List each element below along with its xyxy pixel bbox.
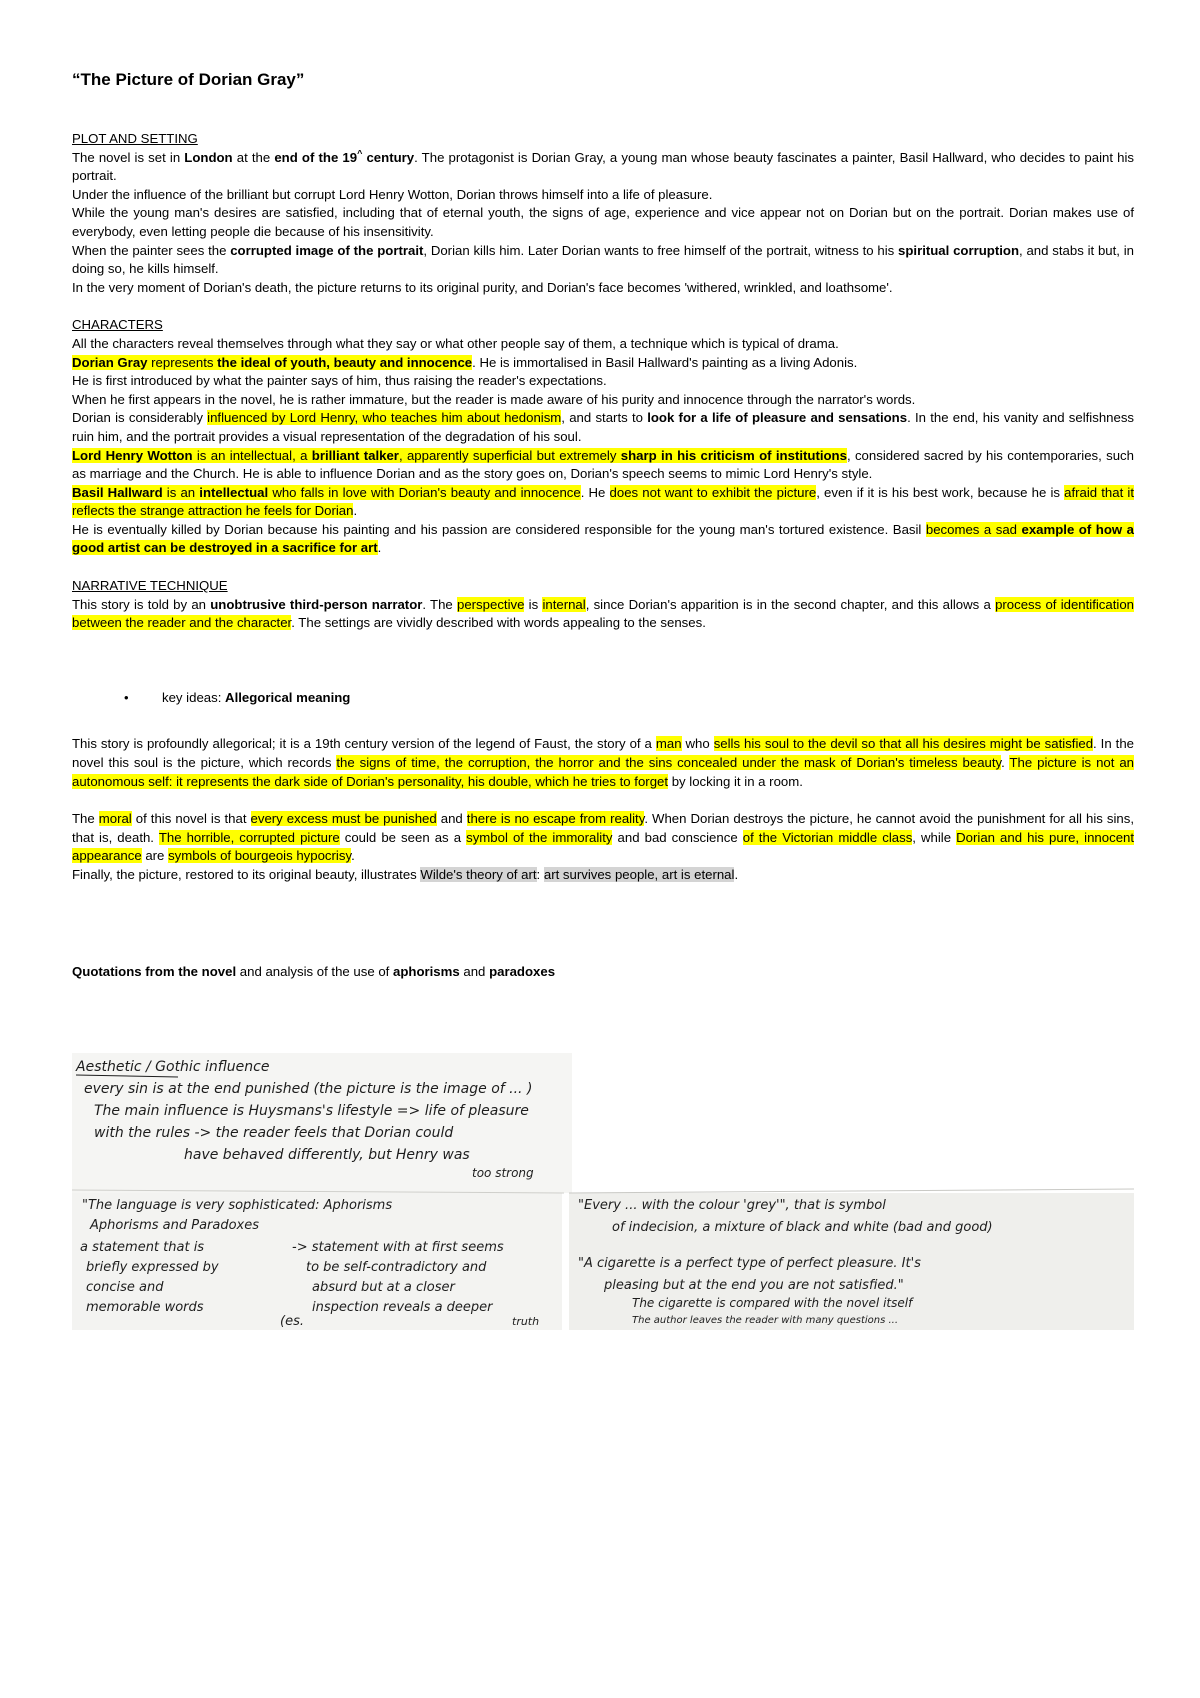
narrative-paragraph: This story is told by an unobtrusive third-person narrator. The perspective is internal, since Dorian's apparition is in the second chapter, and this allows a process of identification between the reader and the character. The settings are vividly described with words appealing to the senses. [72,596,1134,631]
bullet-icon: • [124,689,129,705]
characters-paragraph-3: He is first introduced by what the painter says of him, thus raising the reader's expectations. [72,373,607,389]
document-title: “The Picture of Dorian Gray” [72,70,305,89]
plot-paragraph-3: While the young man's desires are satisfied, including that of eternal youth, the signs of age, experience and vice appear not on Dorian but on the portrait. Dorian makes use of everybody, even letting people die because of his insensitivity. [72,205,1134,239]
note-line-b9: absurd but at a closer [312,1280,455,1295]
note-line-r2: of indecision, a mixture of black and white (bad and good) [612,1220,993,1235]
characters-paragraph-8: He is eventually killed by Dorian because his painting and his passion are considered responsible for the young man's tortured existence. Basil becomes a sad example of how a good artist can be destroyed in a sacrifice for art. [72,521,1134,556]
plot-paragraph-1: The novel is set in London at the end of the 19^ century. The protagonist is Dorian Gray, a young man whose beauty fascinates a painter, Basil Hallward, who decides to paint his portrait. [72,148,1134,184]
document-page [72,70,1134,981]
characters-paragraph-dorian: Dorian Gray represents the ideal of youth, beauty and innocence. He is immortalised in Basil Hallward's painting as a living Adonis. [72,354,858,370]
note-line-b6: memorable words [86,1300,204,1315]
note-line-b10: inspection reveals a deeper [312,1300,493,1315]
note-line-l4: with the rules -> the reader feels that Dorian could [94,1125,454,1141]
characters-paragraph-4: When he first appears in the novel, he is rather immature, but the reader is made aware of his purity and innocence through the narrator's words. [72,391,916,407]
note-line-b3: a statement that is [80,1240,205,1255]
note-line-b7: -> statement with at first seems [292,1240,504,1255]
moral-paragraph: The moral of this novel is that every excess must be punished and there is no escape from reality. When Dorian destroys the picture, he cannot avoid the punishment for all his sins, that is, death. The horrible, corrupted picture could be seen as a symbol of the immorality and bad conscience of the Victorian middle class, while Dorian and his pure, innocent appearance are symbols of bourgeois hypocrisy. [72,811,1135,864]
narrative-heading: NARRATIVE TECHNIQUE [72,578,228,594]
note-line-r3: "A cigarette is a perfect type of perfect pleasure. It's [578,1256,921,1271]
characters-paragraph-henry: Lord Henry Wotton is an intellectual, a brilliant talker, apparently superficial but extremely sharp in his criticism of institutions, considered sacred by his contemporaries, such as marriage and the Church. He is able to influence Dorian and as the story goes on, Dorian's speech seems to mimic Lord Henry's style. [72,447,1134,482]
note-line-b4: briefly expressed by [86,1260,219,1275]
note-line-b12: (es. [280,1314,304,1329]
note-line-l5: have behaved differently, but Henry was [184,1147,470,1163]
plot-heading: PLOT AND SETTING [72,131,198,146]
finally-paragraph: Finally, the picture, restored to its original beauty, illustrates Wilde's theory of art: art survives people, art is eternal. [72,867,739,882]
note-line-b11: truth [512,1315,540,1328]
note-line-r1: "Every ... with the colour 'grey'", that is symbol [578,1198,886,1213]
note-line-l1: Aesthetic / Gothic influence [76,1059,270,1075]
plot-paragraph-5: In the very moment of Dorian's death, the picture returns to its original purity, and Dorian's face becomes 'withered, wrinkled, and loathsome'. [72,279,893,295]
note-line-b2: Aphorisms and Paradoxes [90,1218,260,1233]
key-ideas-bullet-item: • key ideas: Allegorical meaning [144,689,1134,708]
plot-paragraph-2: Under the influence of the brilliant but corrupt Lord Henry Wotton, Dorian throws himself into a life of pleasure. [72,186,713,202]
quotations-heading: Quotations from the novel and analysis of the use of aphorisms and paradoxes [72,963,556,979]
characters-paragraph-5: Dorian is considerably influenced by Lord Henry, who teaches him about hedonism, and starts to look for a life of pleasure and sensations. In the end, his vanity and selfishness ruin him, and the portrait provides a visual representation of the degradation of his soul. [72,410,1135,444]
allegory-paragraph: This story is profoundly allegorical; it is a 19th century version of the legend of Faust, the story of a man who sells his soul to the devil so that all his desires might be satisfied. In the novel this soul is the picture, which records the signs of time, the corruption, the horror and the sins concealed under the mask of Dorian's timeless beauty. The picture is not an autonomous self: it represents the dark side of Dorian's personality, his double, which he tries to forget by locking it in a room. [72,736,1134,789]
note-line-b1: "The language is very sophisticated: Aphorisms [82,1198,393,1213]
plot-paragraph-4: When the painter sees the corrupted image of the portrait, Dorian kills him. Later Dorian wants to free himself of the portrait, witness to his spiritual corruption, and stabs it but, in doing so, he kills himself. [72,242,1134,277]
characters-paragraph-1: All the characters reveal themselves through what they say or what other people say of them, a technique which is typical of drama. [72,335,839,351]
note-line-b8: to be self-contradictory and [306,1260,487,1275]
note-line-r5: The cigarette is compared with the novel itself [632,1296,913,1310]
note-line-l3: The main influence is Huysmans's lifestyle => life of pleasure [94,1103,529,1119]
handwritten-notes-scan [72,1053,1134,1330]
note-line-l2: every sin is at the end punished (the picture is the image of ... ) [84,1081,533,1097]
document-body [72,130,1134,981]
handwritten-notes-image [72,1053,1134,1330]
characters-heading: CHARACTERS [72,317,163,333]
note-line-r6: The author leaves the reader with many questions ... [632,1315,899,1326]
note-line-l6: too strong [472,1166,534,1180]
note-line-r4: pleasing but at the end you are not satisfied." [604,1278,904,1293]
note-line-b5: concise and [86,1280,164,1295]
characters-paragraph-basil: Basil Hallward is an intellectual who falls in love with Dorian's beauty and innocence. He does not want to exhibit the picture, even if it is his best work, because he is afraid that it reflects the strange attraction he feels for Dorian. [72,484,1134,519]
